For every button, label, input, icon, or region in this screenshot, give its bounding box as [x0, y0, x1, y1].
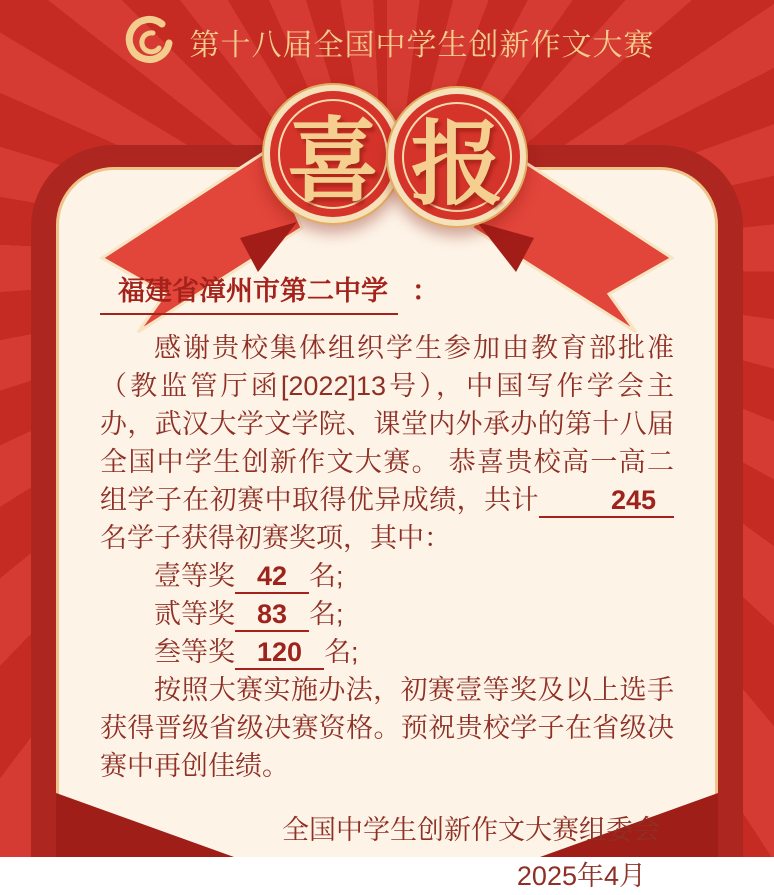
medallion-circle-right: [386, 86, 528, 228]
third-prize-count: 120: [235, 637, 324, 670]
salutation-colon: ：: [412, 276, 439, 306]
total-winners-count: 245: [539, 485, 674, 518]
award-row-first-prize: [154, 557, 674, 595]
issue-date: 2025年4月: [516, 861, 646, 891]
paragraph-results: [100, 329, 674, 557]
letter-body: [100, 272, 674, 895]
medallion-circle-left: [262, 83, 404, 225]
paragraph-results-tail: 名学子获得初赛奖项，其中：: [100, 523, 451, 553]
competition-title: 第十八届全国中学生创新作文大赛: [189, 29, 655, 62]
second-prize-count: 83: [235, 599, 309, 632]
third-prize-suffix: 名;: [324, 637, 359, 667]
second-prize-suffix: 名;: [309, 599, 344, 629]
paragraph-results-text: 感谢贵校集体组织学生参加由教育部批准（教监管厅函[2022]13号），中国写作学会主办，武汉大学文学院、课堂内外承办的第十八届全国中学生创新作文大赛。 恭喜贵校高一高二组学子在初赛中取得优异成绩，共计: [100, 333, 674, 515]
second-prize-label: 贰等奖: [154, 599, 235, 629]
school-name: 福建省漳州市第二中学: [100, 272, 398, 315]
first-prize-label: 壹等奖: [154, 561, 235, 591]
medallion-char-bao: 报: [410, 114, 503, 216]
first-prize-suffix: 名;: [309, 561, 344, 591]
signature-block: [100, 811, 674, 895]
first-prize-count: 42: [235, 561, 309, 594]
paragraph-finals: 按照大赛实施办法，初赛壹等奖及以上选手获得晋级省级决赛资格。预祝贵校学子在省级决赛中再创佳绩。: [100, 675, 674, 781]
salutation-line: [100, 272, 674, 315]
award-row-third-prize: [154, 633, 674, 671]
third-prize-label: 叁等奖: [154, 637, 235, 667]
medallion-char-xi: 喜: [286, 111, 379, 213]
committee-signature: 全国中学生创新作文大赛组委会: [282, 815, 660, 845]
award-row-second-prize: [154, 595, 674, 633]
